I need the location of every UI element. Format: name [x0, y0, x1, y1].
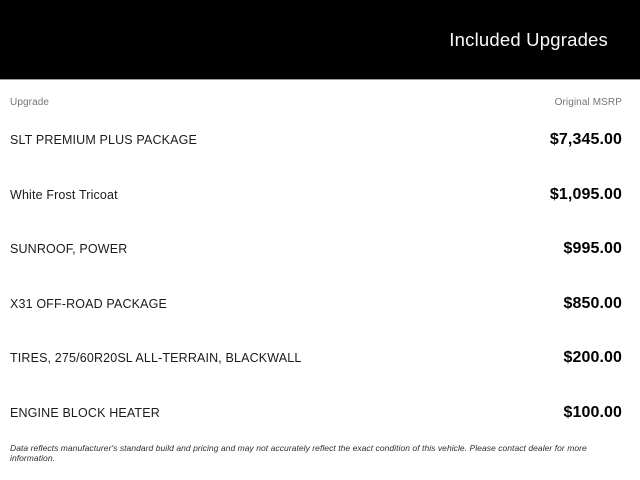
column-header-original-msrp: Original MSRP [554, 97, 622, 108]
upgrade-price: $1,095.00 [549, 185, 622, 203]
column-header-upgrade: Upgrade [10, 97, 50, 108]
table-row [10, 168, 622, 223]
table-row [10, 113, 622, 168]
table-row [10, 277, 622, 332]
page-title: Included Upgrades [449, 28, 608, 50]
upgrade-price: $850.00 [563, 294, 622, 312]
upgrade-name: ENGINE BLOCK HEATER [10, 405, 160, 420]
upgrade-name: TIRES, 275/60R20SL ALL-TERRAIN, BLACKWALL [10, 351, 302, 366]
upgrade-name: SUNROOF, POWER [10, 242, 128, 257]
panel-header [0, 0, 640, 80]
table-row [10, 222, 622, 277]
table-row [10, 386, 622, 441]
upgrade-name: White Frost Tricoat [10, 187, 118, 202]
upgrade-price: $995.00 [563, 240, 622, 258]
upgrades-table [0, 97, 640, 440]
table-body [10, 113, 622, 440]
table-row [10, 331, 622, 386]
upgrade-price: $200.00 [563, 349, 622, 367]
upgrade-price: $100.00 [563, 403, 622, 421]
upgrade-name: X31 OFF-ROAD PACKAGE [10, 296, 167, 311]
disclaimer-text: Data reflects manufacturer's standard build and pricing and may not accurately reflect the exact condition of this vehicle. Please contact dealer for more information. [10, 443, 587, 463]
table-column-headers [10, 97, 622, 108]
upgrade-name: SLT PREMIUM PLUS PACKAGE [10, 133, 197, 148]
upgrade-price: $7,345.00 [549, 131, 622, 149]
